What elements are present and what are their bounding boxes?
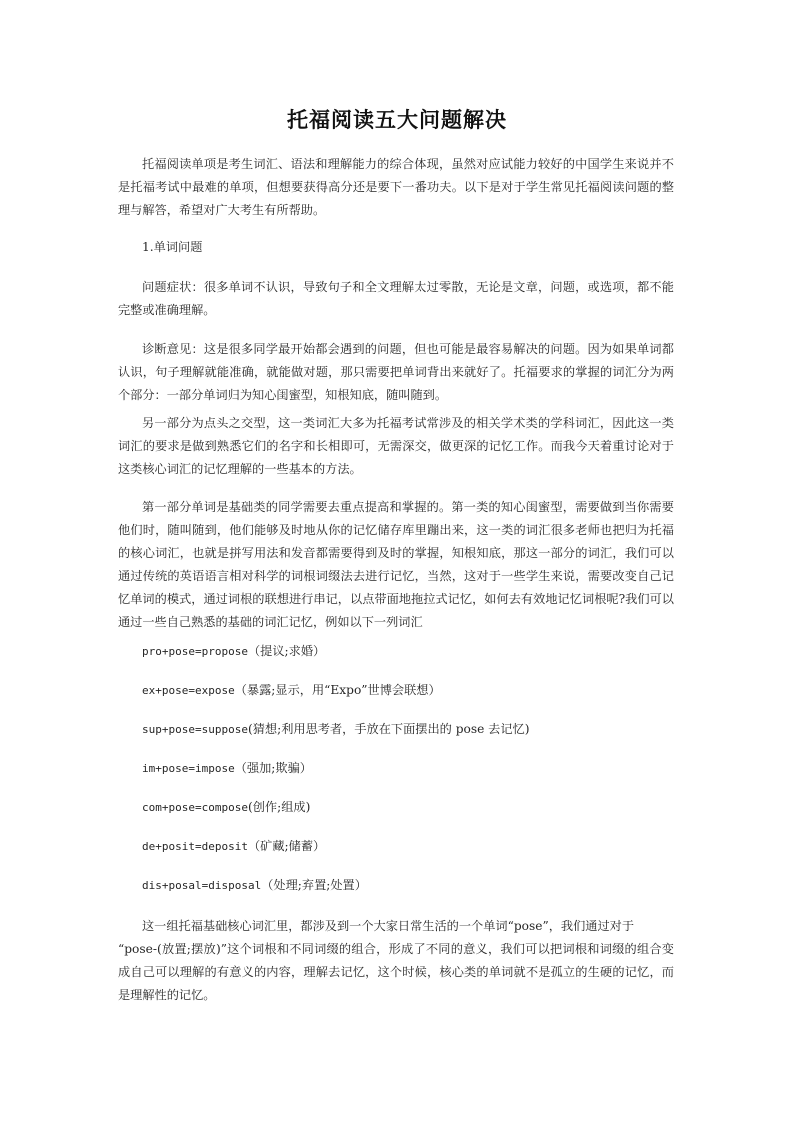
example-item bbox=[118, 718, 674, 741]
example-formula: ex+pose=expose bbox=[142, 684, 235, 697]
intro-paragraph: 托福阅读单项是考生词汇、语法和理解能力的综合体现，虽然对应试能力较好的中国学生来说并不是托福考试中最难的单项，但想要获得高分还是要下一番功夫。以下是对于学生常见托福阅读问题的整理与解答，希望对广大考生有所帮助。 bbox=[118, 157, 674, 217]
example-formula: com+pose=compose bbox=[142, 801, 248, 814]
section-heading: 1.单词问题 bbox=[142, 240, 203, 254]
example-item bbox=[118, 835, 674, 858]
example-item bbox=[118, 874, 674, 897]
diagnosis-paragraph: 诊断意见：这是很多同学最开始都会遇到的问题，但也可能是最容易解决的问题。因为如果单词都认识，句子理解就能准确，就能做对题，那只需要把单词背出来就好了。托福要求的掌握的词汇分为两个部分：一部分单词归为知心闺蜜型，知根知底，随叫随到。 bbox=[118, 342, 674, 402]
example-formula: im+pose=impose bbox=[142, 762, 235, 775]
conclusion-line-2: “pose-(放置;摆放)”这个词根和不同词缀的组合，形成了不同的意义，我们可以把词根和词缀的组合变成自己可以理解的有意义的内容，理解去记忆，这个时候，核心类的单词就不是孤立的生硬的记忆，而是理解性的记忆。 bbox=[118, 942, 674, 1002]
example-item bbox=[118, 679, 674, 702]
part-one-paragraph: 第一部分单词是基础类的同学需要去重点提高和掌握的。第一类的知心闺蜜型，需要做到当你需要他们时，随叫随到，他们能够及时地从你的记忆储存库里蹦出来，这一类的词汇很多老师也把归为托福的核心词汇，也就是拼写用法和发音都需要得到及时的掌握，知根知底，那这一部分的词汇，我们可以通过传统的英语语言相对科学的词根词缀法去进行记忆，当然，这对于一些学生来说，需要改变自己记忆单词的模式，通过词根的联想进行串记，以点带面地拖拉式记忆，如何去有效地记忆词根呢?我们可以通过一些自己熟悉的基础的词汇记忆，例如以下一列词汇 bbox=[118, 500, 674, 629]
example-meaning: （暴露;显示，用“Expo”世博会联想） bbox=[234, 683, 441, 697]
example-meaning: （矿藏;储蓄） bbox=[247, 839, 326, 853]
example-meaning: （提议;求婚） bbox=[247, 644, 326, 658]
example-formula: pro+pose=propose bbox=[142, 645, 248, 658]
example-formula: dis+posal=disposal bbox=[142, 879, 262, 892]
part-two-paragraph: 另一部分为点头之交型，这一类词汇大多为托福考试常涉及的相关学术类的学科词汇，因此这一类词汇的要求是做到熟悉它们的名字和长相即可，无需深交，做更深的记忆工作。而我今天着重讨论对于这类核心词汇的记忆理解的一些基本的方法。 bbox=[118, 416, 674, 476]
example-item bbox=[118, 640, 674, 663]
example-item bbox=[118, 796, 674, 819]
example-item bbox=[118, 757, 674, 780]
example-meaning: (猜想;利用思考者，手放在下面摆出的 pose 去记忆) bbox=[247, 722, 530, 736]
conclusion-line-1: 这一组托福基础核心词汇里，都涉及到一个大家日常生活的一个单词“pose”，我们通过对于 bbox=[142, 919, 635, 933]
example-meaning: (创作;组成) bbox=[247, 800, 311, 814]
example-meaning: （处理;弃置;处置） bbox=[261, 878, 367, 892]
example-formula: sup+pose=suppose bbox=[142, 723, 248, 736]
example-meaning: （强加;欺骗） bbox=[234, 761, 312, 775]
conclusion-paragraph bbox=[118, 915, 674, 1007]
page-title: 托福阅读五大问题解决 bbox=[287, 107, 507, 132]
example-formula: de+posit=deposit bbox=[142, 840, 248, 853]
symptom-paragraph: 问题症状：很多单词不认识，导致句子和全文理解太过零散，无论是文章，问题，或选项，都不能完整或准确理解。 bbox=[118, 280, 674, 317]
